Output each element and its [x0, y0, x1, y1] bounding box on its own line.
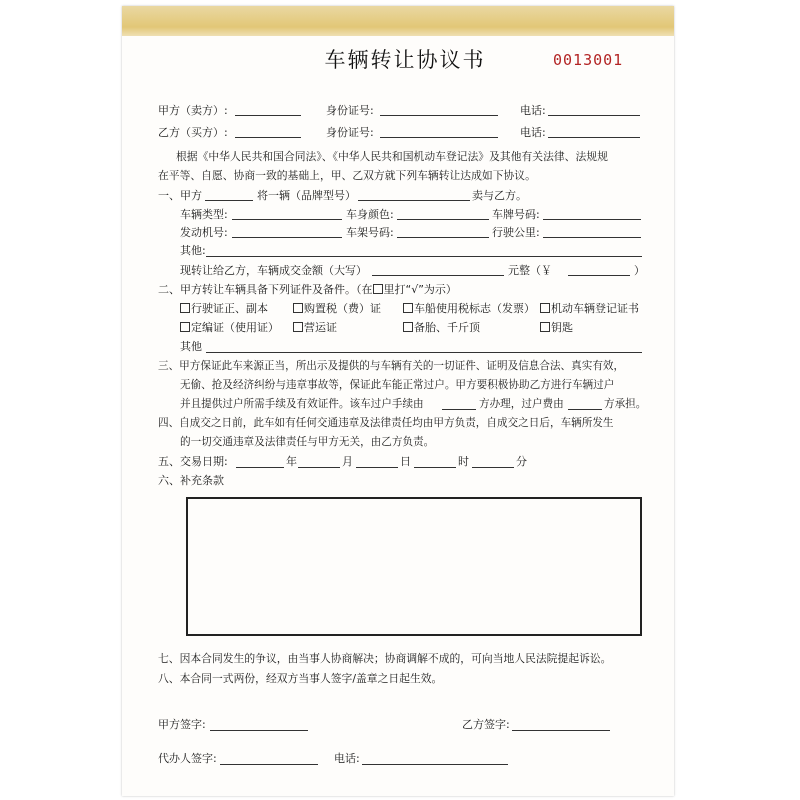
buyer-label: 乙方（买方）:: [158, 126, 228, 139]
clause8-text: 八、本合同一式两份，经双方当事人签字/盖章之日起生效。: [158, 672, 443, 685]
clause2-lead: [158, 283, 457, 297]
checkbox-icon[interactable]: [293, 303, 303, 313]
minute-label: 分: [516, 455, 527, 468]
seller-phone-label: 电话:: [520, 104, 546, 117]
checkbox-icon[interactable]: [180, 322, 190, 332]
doc-item-operating-cert[interactable]: [293, 321, 337, 335]
doc-item-label: 机动车辆登记证书: [551, 302, 639, 315]
hour-label: 时: [458, 455, 469, 468]
paper-binding-strip: [122, 6, 674, 36]
clause2-lead-tail: 里打“√”为示）: [383, 283, 457, 296]
other-label: 其他:: [180, 244, 206, 257]
engine-number-field[interactable]: [232, 237, 342, 238]
doc-item-label: 车船使用税标志（发票）: [414, 302, 535, 315]
doc-item-label: 钥匙: [551, 321, 573, 334]
plate-number-field[interactable]: [543, 219, 641, 220]
document-title: 车辆转让协议书: [324, 48, 486, 72]
clause2-lead-text: 二、甲方转让车辆具备下列证件及备件。（在: [158, 283, 373, 296]
checkbox-icon[interactable]: [180, 303, 190, 313]
serial-number: 0013001: [553, 51, 624, 69]
clause3-line-3b: 方办理，过户费由: [479, 398, 564, 410]
seller-id-field[interactable]: [380, 115, 498, 116]
supplementary-terms-box[interactable]: [186, 497, 642, 636]
frame-number-field[interactable]: [397, 237, 489, 238]
fee-party-field[interactable]: [568, 409, 602, 410]
vehicle-type-label: 车辆类型:: [180, 208, 228, 221]
clause3-line-3a: 并且提供过户所需手续及有效证件。该车过户手续由: [180, 398, 424, 410]
body-color-field[interactable]: [397, 219, 489, 220]
transfer-party-field[interactable]: [442, 409, 476, 410]
price-close: ）: [634, 264, 645, 277]
buyer-id-label: 身份证号:: [326, 126, 374, 139]
doc-item-label: 营运证: [304, 321, 337, 334]
plate-number-label: 车牌号码:: [492, 208, 540, 221]
mileage-label: 行驶公里:: [492, 226, 540, 239]
clause2-other-label: 其他: [180, 340, 202, 353]
doc-item-label: 定编证（使用证）: [191, 321, 279, 334]
clause7-text: 七、因本合同发生的争议，由当事人协商解决；协商调解不成的，可向当地人民法院提起诉讼。: [158, 652, 612, 665]
trade-month-field[interactable]: [298, 467, 340, 468]
intro-line-1: 根据《中华人民共和国合同法》、《中华人民共和国机动车登记法》及其他有关法律、法规规: [176, 150, 608, 163]
buyer-name-field[interactable]: [235, 137, 301, 138]
party-a-signature-field[interactable]: [210, 730, 308, 731]
other-field[interactable]: [206, 256, 642, 257]
doc-item-registration[interactable]: [540, 302, 639, 316]
brand-model-field[interactable]: [358, 200, 470, 201]
clause4-line-1: 四、自成交之日前，此车如有任何交通违章及法律责任均由甲方负责，自成交之日后，车辆所发生: [158, 417, 614, 429]
party-a-signature-label: 甲方签字:: [158, 718, 206, 731]
buyer-id-field[interactable]: [380, 137, 498, 138]
checkbox-icon[interactable]: [403, 303, 413, 313]
agent-phone-label: 电话:: [334, 752, 360, 765]
doc-item-driving-license[interactable]: [180, 302, 268, 316]
clause1-tail: 卖与乙方。: [472, 189, 527, 202]
doc-item-keys[interactable]: [540, 321, 573, 335]
trade-day-field[interactable]: [356, 467, 398, 468]
clause1-lead: 一、甲方: [158, 189, 202, 202]
doc-item-label: 备胎、千斤顶: [414, 321, 480, 334]
doc-item-seating-cert[interactable]: [180, 321, 279, 335]
clause1-seller-field[interactable]: [205, 200, 253, 201]
engine-number-label: 发动机号:: [180, 226, 228, 239]
day-label: 日: [400, 455, 411, 468]
checkbox-icon[interactable]: [293, 322, 303, 332]
seller-id-label: 身份证号:: [326, 104, 374, 117]
seller-phone-field[interactable]: [548, 115, 640, 116]
trade-year-field[interactable]: [236, 467, 284, 468]
trade-minute-field[interactable]: [472, 467, 514, 468]
vehicle-type-field[interactable]: [232, 219, 342, 220]
party-b-signature-field[interactable]: [512, 730, 610, 731]
checkbox-icon: [373, 284, 383, 294]
trade-hour-field[interactable]: [414, 467, 456, 468]
clause3-line-3c: 方承担。: [604, 398, 647, 410]
clause4-line-2: 的一切交通违章及法律责任与甲方无关，由乙方负责。: [180, 436, 435, 448]
frame-number-label: 车架号码:: [346, 226, 394, 239]
price-whole-label: 元整（￥: [508, 264, 552, 277]
buyer-phone-field[interactable]: [548, 137, 640, 138]
checkbox-icon[interactable]: [540, 322, 550, 332]
price-number-field[interactable]: [568, 275, 630, 276]
agent-phone-field[interactable]: [362, 764, 508, 765]
seller-label: 甲方（卖方）:: [158, 104, 228, 117]
clause2-other-field[interactable]: [206, 352, 642, 353]
party-b-signature-label: 乙方签字:: [462, 718, 510, 731]
doc-item-spare-tire[interactable]: [403, 321, 480, 335]
clause1-mid: 将一辆（品牌型号）: [257, 189, 356, 202]
mileage-field[interactable]: [543, 237, 641, 238]
price-words-field[interactable]: [372, 275, 504, 276]
doc-item-label: 行驶证正、副本: [191, 302, 268, 315]
doc-item-purchase-tax[interactable]: [293, 302, 381, 316]
clause3-line-1: 三、甲方保证此车来源正当，所出示及提供的与车辆有关的一切证件、证明及信息合法、真实有效，: [158, 360, 625, 372]
buyer-phone-label: 电话:: [520, 126, 546, 139]
price-lead: 现转让给乙方，车辆成交金额（大写）: [180, 264, 367, 277]
year-label: 年: [286, 455, 297, 468]
checkbox-icon[interactable]: [540, 303, 550, 313]
month-label: 月: [342, 455, 353, 468]
supplementary-terms-label: 六、补充条款: [158, 474, 224, 487]
agent-signature-label: 代办人签字:: [158, 752, 217, 765]
agent-signature-field[interactable]: [220, 764, 318, 765]
body-color-label: 车身颜色:: [346, 208, 394, 221]
intro-line-2: 在平等、自愿、协商一致的基础上，甲、乙双方就下列车辆转让达成如下协议。: [158, 169, 536, 182]
checkbox-icon[interactable]: [403, 322, 413, 332]
trade-date-label: 五、交易日期:: [158, 455, 228, 468]
clause3-line-2: 无偷、抢及经济纠纷与违章事故等，保证此车能正常过户。甲方要积极协助乙方进行车辆过户: [180, 379, 615, 391]
doc-item-label: 购置税（费）证: [304, 302, 381, 315]
doc-item-vehicle-tax[interactable]: [403, 302, 535, 316]
seller-name-field[interactable]: [235, 115, 301, 116]
